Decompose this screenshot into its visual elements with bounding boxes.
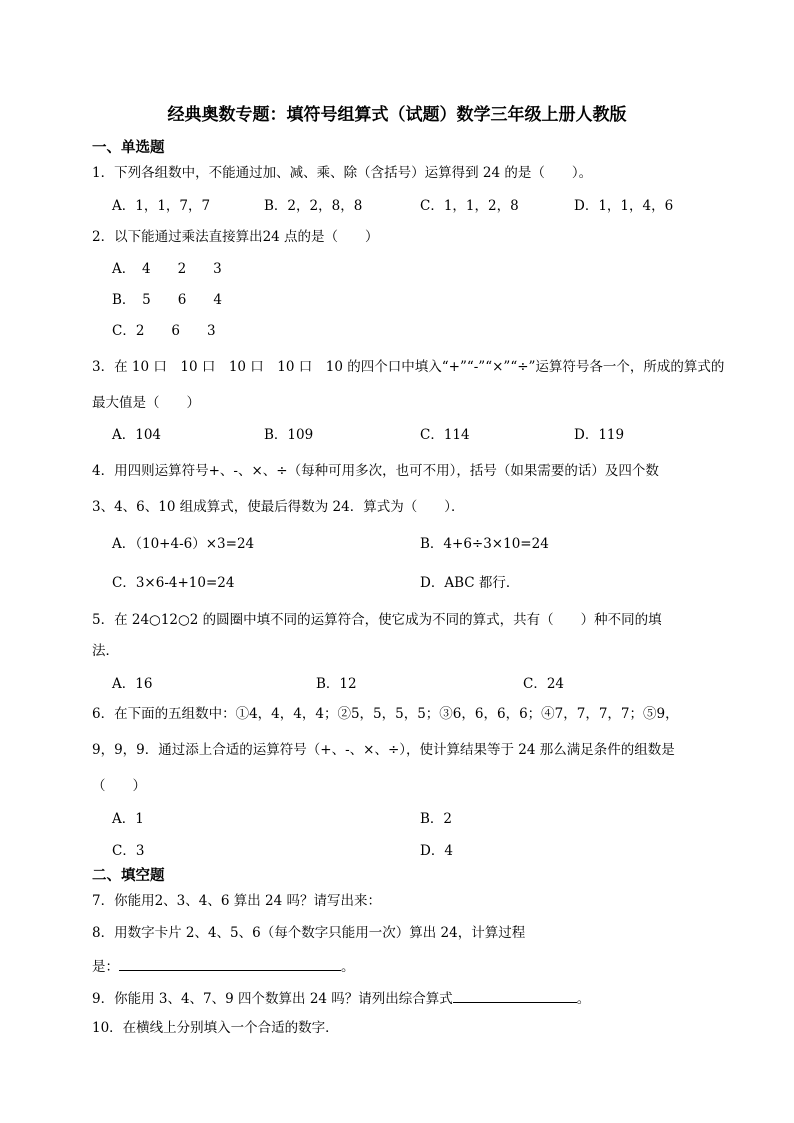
section-heading-single-choice: 一、单选题 <box>92 140 165 156</box>
question-3-stem-line-1: 3．在 10 口 10 口 10 口 10 口 10 的四个口中填入“+”“-”“×”“÷”运算符号各一个，所成的算式的 <box>92 359 725 375</box>
question-9-stem: 9．你能用 3、4、7、9 四个数算出 24 吗？请列出综合算式 <box>92 991 453 1007</box>
question-2-stem: 2．以下能通过乘法直接算出24 点的是（ ） <box>92 229 379 245</box>
question-2-option-b: B． 5 6 4 <box>112 292 222 308</box>
question-6-stem-line-1: 6．在下面的五组数中：①4，4，4，4；②5，5，5，5；③6，6，6，6；④7，7，7，7；⑤9， <box>92 706 679 722</box>
question-6-option-d: D．4 <box>420 843 453 859</box>
question-3-option-c: C．114 <box>420 427 470 443</box>
question-1-option-b: B．2，2，8，8 <box>264 198 363 214</box>
question-3-option-b: B．109 <box>264 427 314 443</box>
question-5-stem-line-1: 5．在 24○12○2 的圆圈中填不同的运算符合，使它成为不同的算式，共有（ ）种不同的填 <box>92 612 662 628</box>
question-8-stem-line-1: 8．用数字卡片 2、4、5、6（每个数字只能用一次）算出 24，计算过程 <box>92 925 526 941</box>
question-4-option-d: D．ABC 都行． <box>420 575 520 591</box>
question-8-prefix: 是： <box>92 959 119 975</box>
question-4-option-b: B．4+6÷3×10=24 <box>420 536 549 552</box>
question-3-option-d: D．119 <box>574 427 625 443</box>
question-1-stem: 1．下列各组数中，不能通过加、减、乘、除（含括号）运算得到 24 的是（ ）。 <box>92 165 593 181</box>
question-6-stem-line-3: （ ） <box>92 778 146 794</box>
question-9-suffix: 。 <box>576 991 591 1007</box>
question-10-stem: 10．在横线上分别填入一个合适的数字． <box>92 1020 339 1036</box>
question-5-option-b: B．12 <box>316 676 357 692</box>
question-6-option-c: C．3 <box>112 843 145 859</box>
question-8-answer-line <box>92 958 355 975</box>
question-4-option-c: C．3×6-4+10=24 <box>112 575 235 591</box>
question-1-option-c: C．1，1，2，8 <box>420 198 519 214</box>
question-2-option-c: C．2 6 3 <box>112 323 216 339</box>
question-2-option-a: A． 4 2 3 <box>112 261 222 277</box>
question-5-stem-line-2: 法． <box>92 643 119 659</box>
question-4-stem-line-2: 3、4、6、10 组成算式，使最后得数为 24．算式为（ ）． <box>92 499 465 515</box>
question-8-suffix: 。 <box>341 959 355 975</box>
question-6-option-a: A．1 <box>112 811 144 827</box>
question-5-option-c: C．24 <box>523 676 565 692</box>
question-8-answer-blank[interactable] <box>119 958 341 971</box>
page-title: 经典奥数专题：填符号组算式（试题）数学三年级上册人教版 <box>167 105 627 125</box>
question-4-option-a: A．（10+4-6）×3=24 <box>112 536 255 552</box>
question-1-option-d: D．1，1，4，6 <box>574 198 674 214</box>
section-heading-fill-in: 二、填空题 <box>92 868 165 884</box>
question-7-stem: 7．你能用2、3、4、6 算出 24 吗？请写出来： <box>92 893 381 909</box>
question-9-line <box>92 990 590 1007</box>
question-3-option-a: A．104 <box>112 427 162 443</box>
question-3-stem-line-2: 最大值是（ ） <box>92 395 200 411</box>
question-9-answer-blank[interactable] <box>453 990 577 1003</box>
question-6-stem-line-2: 9，9，9．通过添上合适的运算符号（+、-、×、÷），使计算结果等于 24 那么满足条件的组数是 <box>92 742 675 758</box>
question-1-option-a: A．1，1，7，7 <box>112 198 211 214</box>
question-6-option-b: B．2 <box>420 811 453 827</box>
question-4-stem-line-1: 4．用四则运算符号+、-、×、÷（每种可用多次，也可不用），括号（如果需要的话）及四个数 <box>92 463 659 479</box>
question-5-option-a: A．16 <box>112 676 153 692</box>
